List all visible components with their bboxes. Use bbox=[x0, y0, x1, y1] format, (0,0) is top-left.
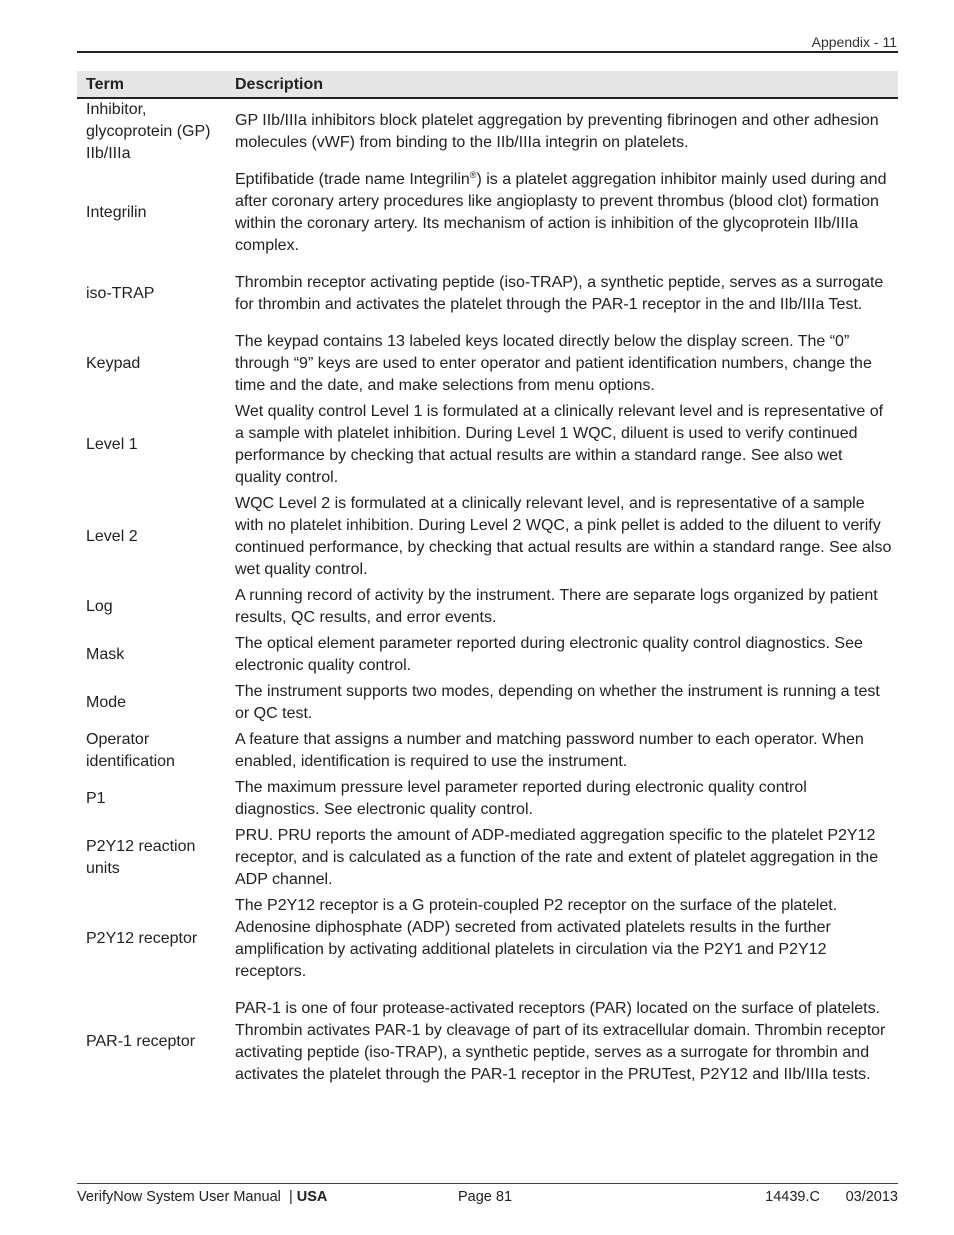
footer-separator: | bbox=[288, 1189, 293, 1205]
term-cell: PAR-1 receptor bbox=[86, 1032, 196, 1050]
table-row bbox=[77, 680, 898, 728]
table-header-row bbox=[77, 71, 898, 98]
revision-date: 03/2013 bbox=[845, 1189, 898, 1205]
page-number: Page 81 bbox=[458, 1189, 513, 1205]
table-row bbox=[77, 776, 898, 824]
description-cell: The maximum pressure level parameter reported during electronic quality control diagnostics. See electronic quality control. bbox=[235, 778, 807, 818]
table-row bbox=[77, 400, 898, 492]
term-cell: iso-TRAP bbox=[86, 284, 155, 302]
table-row bbox=[77, 260, 898, 330]
description-cell: PRU. PRU reports the amount of ADP-mediated aggregation specific to the platelet P2Y12 receptor, and is calculated as a function of the rate and extent of platelet aggregation in the ADP channel. bbox=[235, 826, 879, 888]
table-row bbox=[77, 98, 898, 168]
term-cell: P2Y12 reaction units bbox=[86, 837, 196, 877]
description-cell: The instrument supports two modes, depending on whether the instrument is running a test or QC test. bbox=[235, 682, 880, 722]
term-cell: Level 1 bbox=[86, 435, 138, 453]
term-cell: Integrilin bbox=[86, 203, 147, 221]
column-header-term: Term bbox=[77, 71, 226, 98]
footer-manual-info bbox=[77, 1189, 327, 1205]
description-cell: GP IIb/IIIa inhibitors block platelet aggregation by preventing fibrinogen and other adhesion molecules (vWF) from binding to the IIb/IIIa integrin on platelets. bbox=[235, 112, 879, 151]
description-cell: WQC Level 2 is formulated at a clinically relevant level, and is representative of a sample with no platelet inhibition. During Level 2 WQC, a pink pellet is added to the diluent to verify continued performance, by checking that actual results are within a standard range. See also wet quality control. bbox=[235, 494, 892, 578]
table-row bbox=[77, 894, 898, 986]
term-cell: Mask bbox=[86, 645, 125, 663]
region-label: USA bbox=[296, 1189, 328, 1205]
term-cell: P2Y12 receptor bbox=[86, 929, 198, 947]
description-cell: Thrombin receptor activating peptide (iso-TRAP), a synthetic peptide, serves as a surrogate for thrombin and activates the platelet through the PAR-1 receptor in the and IIb/IIIa Test. bbox=[235, 273, 884, 313]
footer-divider bbox=[77, 1183, 898, 1184]
term-cell: P1 bbox=[86, 789, 106, 807]
description-cell: A feature that assigns a number and matching password number to each operator. When enabled, identification is required to use the instrument. bbox=[235, 730, 864, 770]
table-row bbox=[77, 330, 898, 400]
table-row bbox=[77, 632, 898, 680]
description-cell: The P2Y12 receptor is a G protein-coupled P2 receptor on the surface of the platelet. Adenosine diphosphate (ADP) secreted from activated platelets results in the further amplification by activating additional platelets in circulation via the P2Y1 and P2Y12 receptors. bbox=[235, 896, 838, 980]
term-cell: Keypad bbox=[86, 354, 141, 372]
description-cell: The keypad contains 13 labeled keys located directly below the display screen. The “0” through “9” keys are used to enter operator and patient identification numbers, change the time and the date, and make selections from menu options. bbox=[235, 332, 872, 394]
description-cell: A running record of activity by the instrument. There are separate logs organized by patient results, QC results, and error events. bbox=[235, 586, 878, 626]
document-number: 14439.C bbox=[765, 1189, 820, 1205]
term-cell: Mode bbox=[86, 693, 127, 711]
term-cell: Log bbox=[86, 597, 113, 615]
description-cell: Wet quality control Level 1 is formulated at a clinically relevant level and is representative of a sample with platelet inhibition. During Level 1 WQC, diluent is used to verify continued performance by checking that actual results are within a standard range. See also wet quality control. bbox=[235, 402, 884, 486]
description-cell: PAR-1 is one of four protease-activated receptors (PAR) located on the surface of platelets. Thrombin activates PAR-1 by cleavage of part of its extracellular domain. Thrombin receptor activating peptide (iso-TRAP), a synthetic peptide, serves as a surrogate for thrombin and activates the platelet through the PAR-1 receptor in the PRUTest, P2Y12 and IIb/IIIa tests. bbox=[235, 999, 886, 1083]
table-row bbox=[77, 492, 898, 584]
glossary-table bbox=[77, 71, 898, 1100]
column-header-description: Description bbox=[226, 71, 898, 98]
term-cell: Operator identification bbox=[86, 730, 175, 770]
description-text: Eptifibatide (trade name Integrilin bbox=[235, 170, 470, 188]
term-cell: Level 2 bbox=[86, 527, 138, 545]
description-cell: The optical element parameter reported during electronic quality control diagnostics. See electronic quality control. bbox=[235, 634, 863, 674]
page-section-header: Appendix - 11 bbox=[811, 34, 897, 50]
description-text: ) is a platelet aggregation inhibitor mainly used during and after coronary artery procedures like angioplasty to prevent thrombus (blood clot) formation within the coronary artery. Its mechanism of action is inhibition of the glycoprotein IIb/IIIa complex. bbox=[235, 170, 887, 254]
term-cell: Inhibitor, glycoprotein (GP) IIb/IIIa bbox=[86, 101, 211, 162]
table-row bbox=[77, 824, 898, 894]
table-row bbox=[77, 728, 898, 776]
description-cell bbox=[226, 168, 898, 260]
table-row bbox=[77, 584, 898, 632]
header-divider bbox=[77, 51, 898, 53]
registered-mark: ® bbox=[469, 169, 477, 180]
manual-title: VerifyNow System User Manual bbox=[77, 1189, 281, 1205]
table-row bbox=[77, 168, 898, 260]
table-row bbox=[77, 986, 898, 1100]
